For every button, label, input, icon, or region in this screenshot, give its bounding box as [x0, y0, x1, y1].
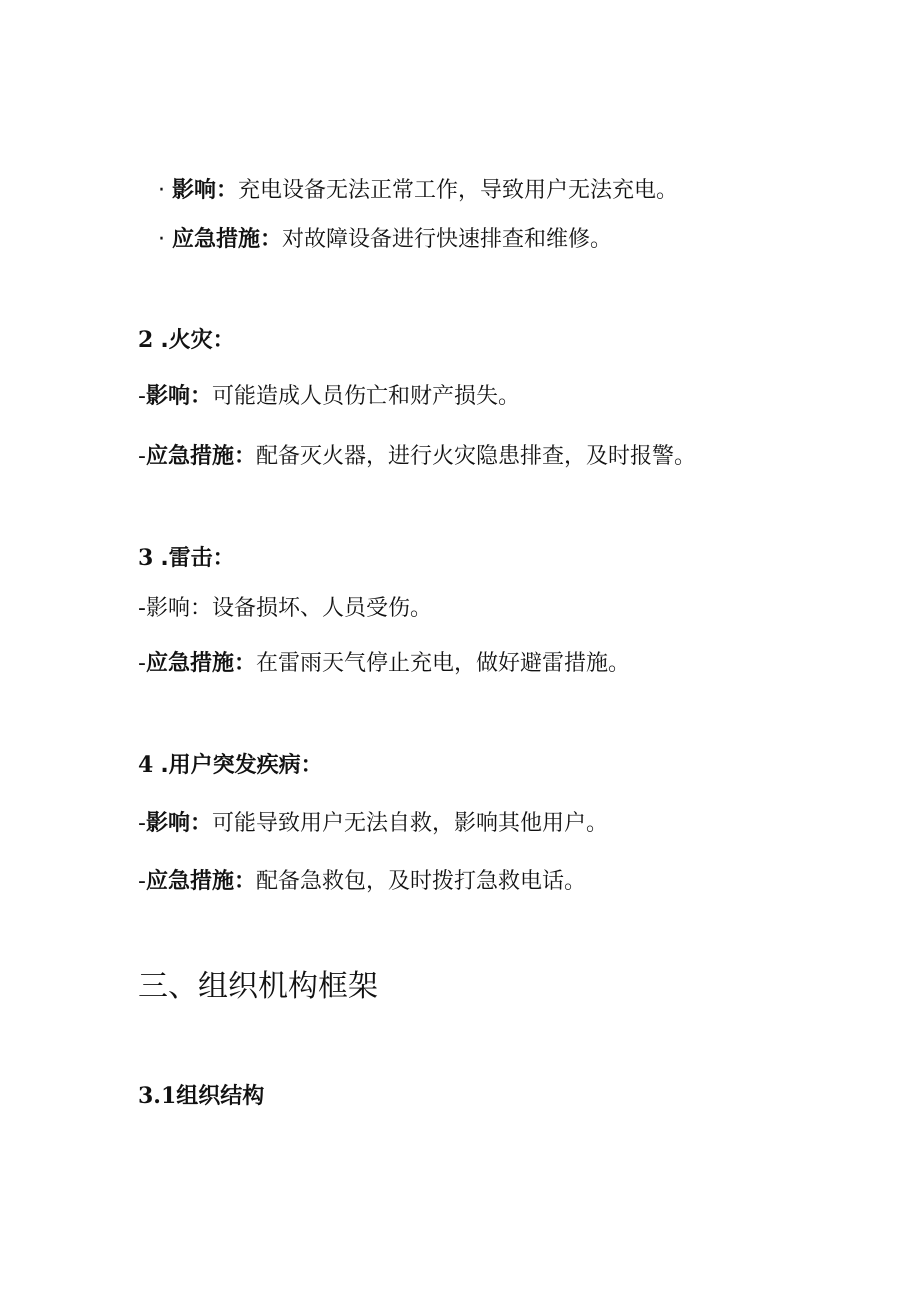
- item-separator: ：: [233, 651, 256, 676]
- section-heading-fire: [138, 329, 235, 352]
- item-text: 在雷雨天气停止充电，做好避雷措施。: [255, 651, 630, 676]
- item-label: 应急措施: [145, 869, 234, 894]
- fire-impact-line: [138, 386, 520, 408]
- item-prefix: -: [138, 444, 146, 469]
- item-prefix: -: [138, 651, 146, 676]
- bullet-separator: ：: [216, 178, 239, 203]
- item-separator: ：: [233, 869, 256, 894]
- bullet-emergency: [158, 229, 612, 251]
- section-title: .用户突发疾病：: [160, 753, 323, 778]
- illness-impact-line: [138, 813, 608, 835]
- item-text: 可能导致用户无法自救，影响其他用户。: [211, 811, 608, 836]
- item-prefix: -: [138, 811, 146, 836]
- bullet-label: 影响: [172, 178, 217, 203]
- item-text: 可能造成人员伤亡和财产损失。: [211, 384, 520, 409]
- item-separator: ：: [233, 444, 256, 469]
- item-label: 应急措施: [145, 651, 234, 676]
- lightning-emergency-line: [138, 653, 630, 675]
- bullet-text: 对故障设备进行快速排查和维修。: [282, 227, 613, 252]
- lightning-impact-line: [138, 598, 432, 620]
- bullet-text: 充电设备无法正常工作，导致用户无法充电。: [238, 178, 679, 203]
- illness-emergency-line: [138, 871, 586, 893]
- item-text: 配备灭火器，进行火灾隐患排查，及时报警。: [255, 444, 696, 469]
- section-title: .火灾：: [160, 328, 235, 353]
- section-heading-lightning: [138, 547, 235, 570]
- item-separator: ：: [189, 811, 212, 836]
- bullet-marker: ·: [158, 227, 165, 252]
- item-label: 应急措施: [145, 444, 234, 469]
- section-number: 4: [138, 752, 154, 778]
- bullet-marker: ·: [158, 178, 165, 203]
- subsection-title: 组织结构: [176, 1084, 265, 1109]
- item-label: 影响: [145, 811, 190, 836]
- item-text: 设备损坏、人员受伤。: [211, 596, 432, 621]
- item-prefix: -: [138, 384, 146, 409]
- fire-emergency-line: [138, 446, 696, 468]
- bullet-impact: [158, 180, 678, 202]
- subsection-number: 3.1: [138, 1083, 177, 1109]
- item-label: 影响：: [145, 596, 212, 621]
- chapter-heading: 三、组织机构框架: [138, 969, 378, 1004]
- item-prefix: -: [138, 596, 146, 621]
- subsection-heading: [138, 1085, 264, 1108]
- section-heading-illness: [138, 754, 323, 777]
- item-prefix: -: [138, 869, 146, 894]
- bullet-label: 应急措施: [172, 227, 261, 252]
- bullet-separator: ：: [260, 227, 283, 252]
- item-label: 影响: [145, 384, 190, 409]
- section-number: 2: [138, 327, 154, 353]
- item-text: 配备急救包，及时拨打急救电话。: [255, 869, 586, 894]
- section-title: .雷击：: [160, 546, 235, 571]
- section-number: 3: [138, 545, 154, 571]
- item-separator: ：: [189, 384, 212, 409]
